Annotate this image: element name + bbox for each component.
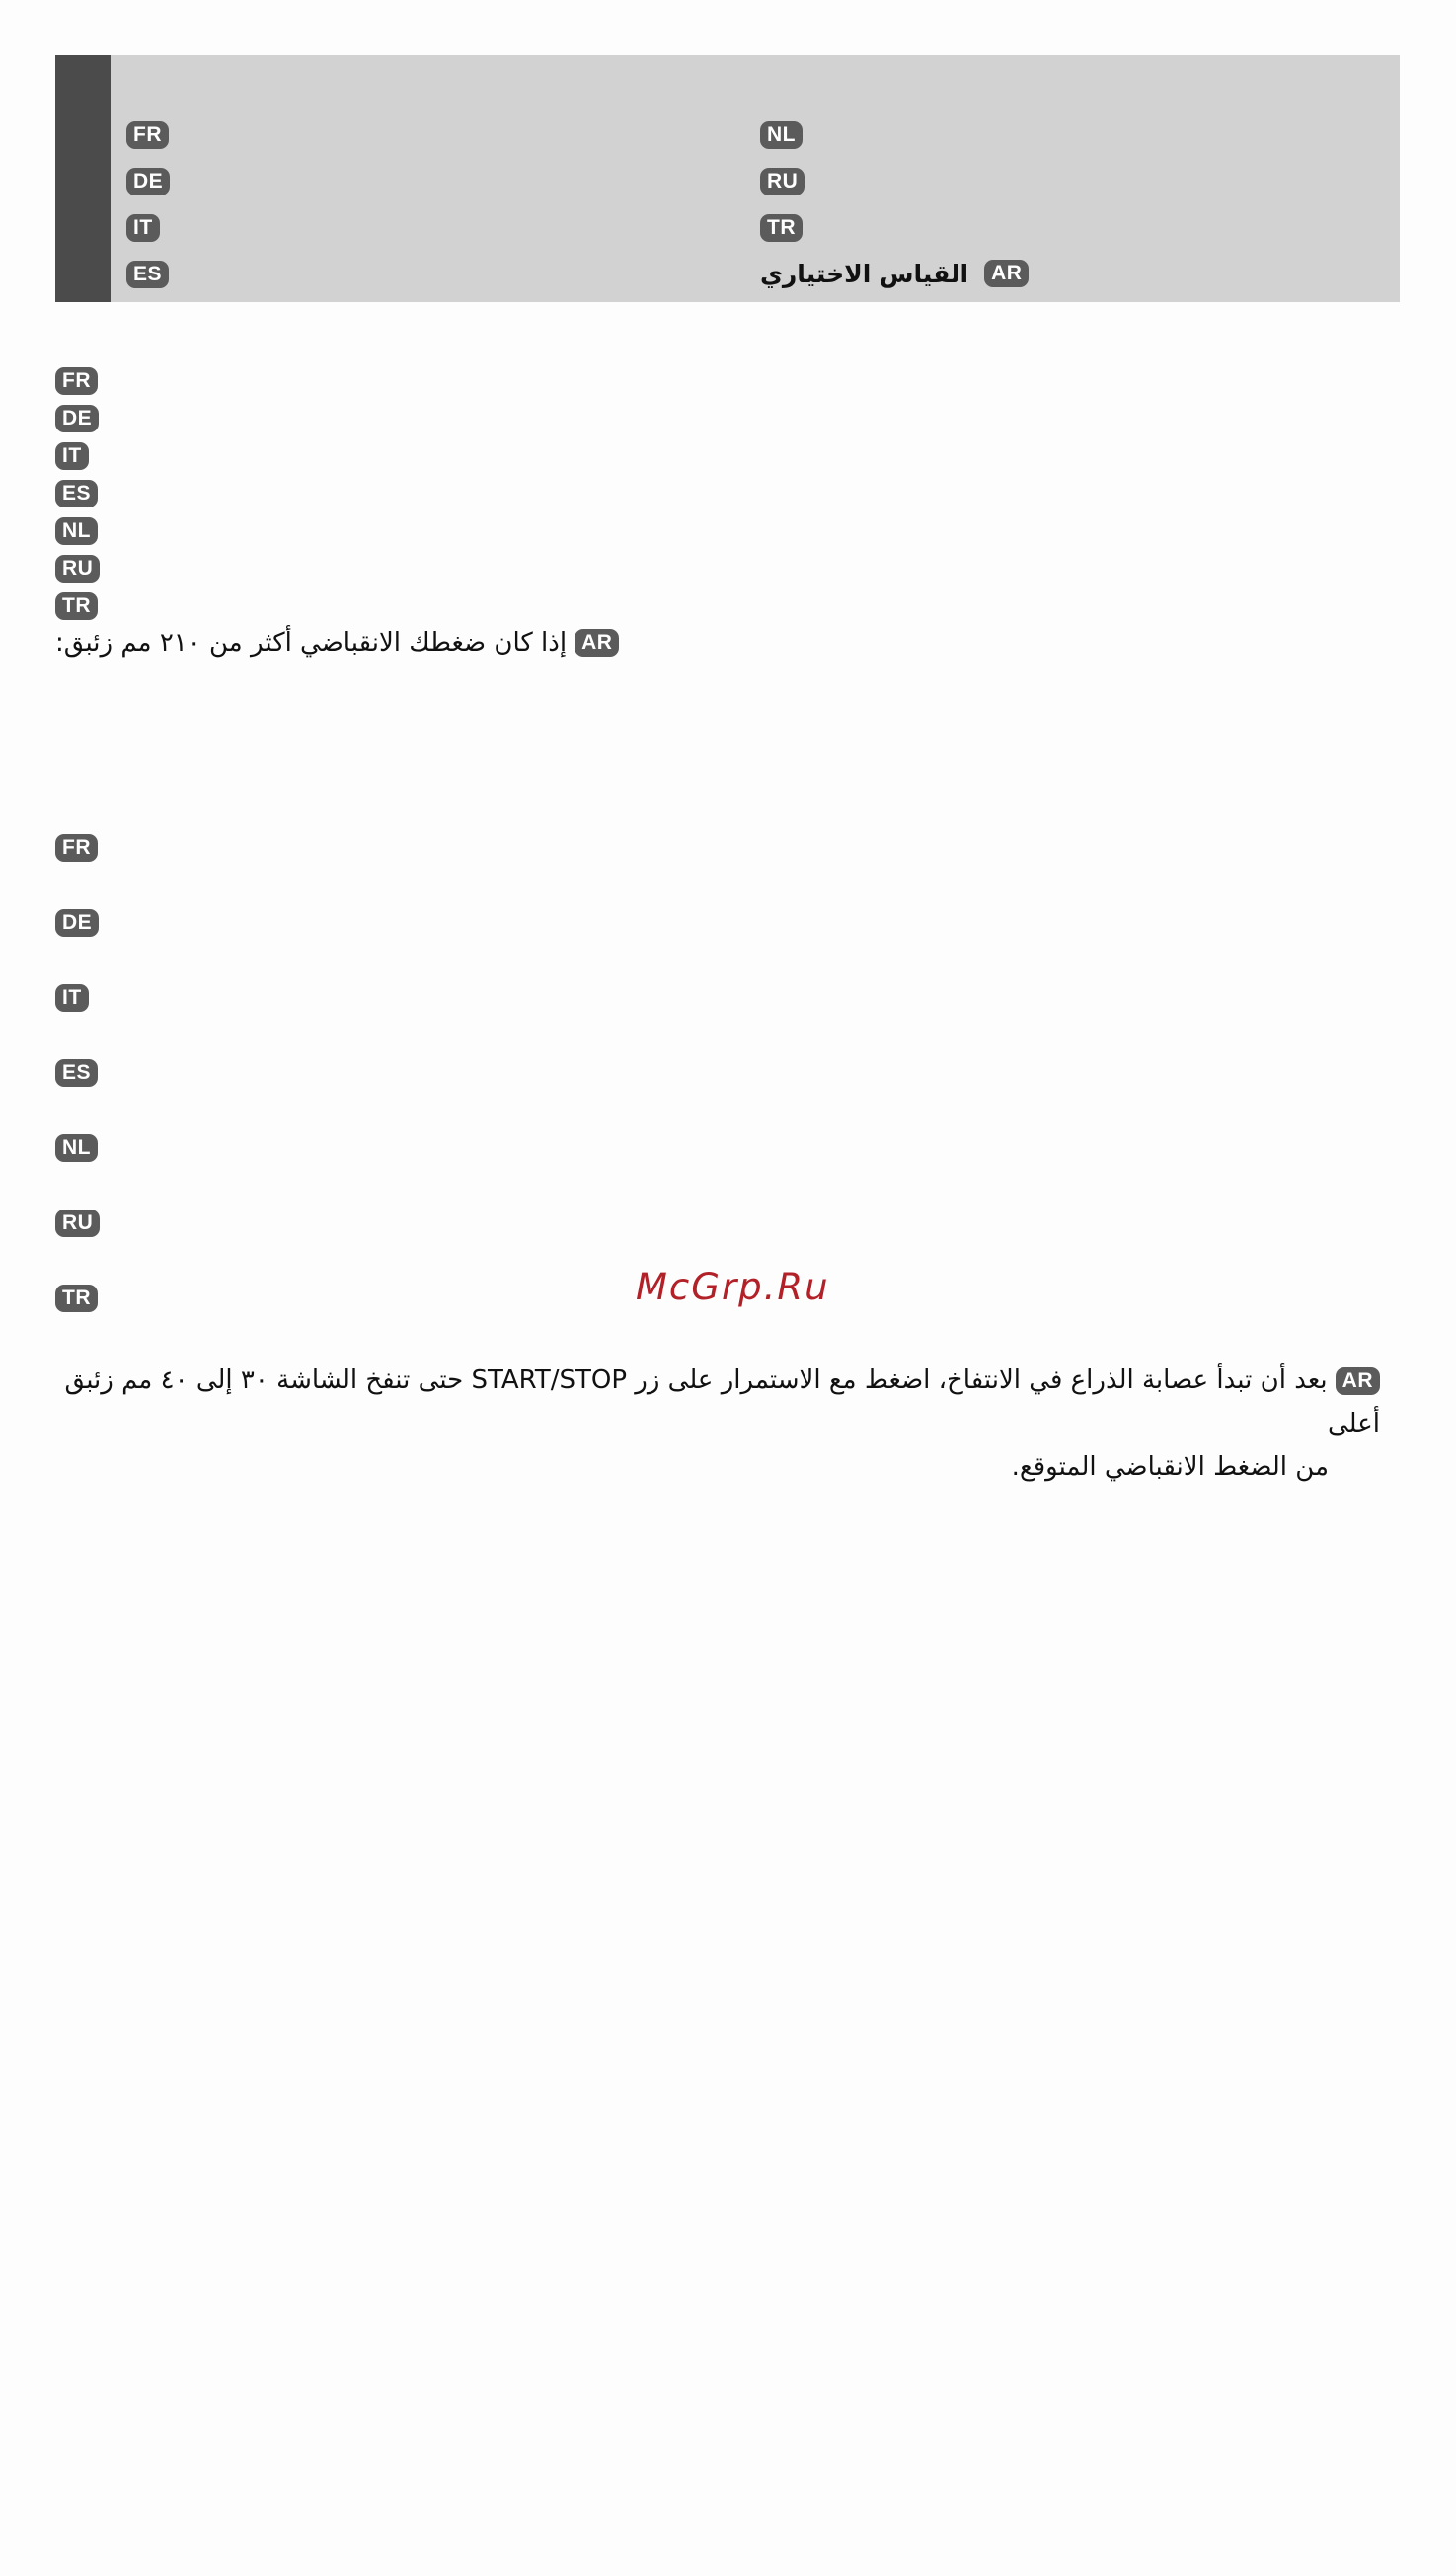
section1-row-de: DE	[55, 405, 99, 432]
header-side-strip	[55, 55, 111, 302]
section1-row-ar: AR إذا كان ضغطك الانقباضي أكثر من ٢١٠ مم زئبق:	[55, 628, 619, 658]
section2-row-ru: RU	[55, 1210, 100, 1237]
header-lang-it: IT	[126, 213, 160, 243]
section2-row-es: ES	[55, 1059, 98, 1087]
section2-row-fr: FR	[55, 834, 98, 862]
section1-row-ru: RU	[55, 555, 100, 583]
header-lang-fr: FR	[126, 120, 169, 150]
section1-row-fr: FR	[55, 367, 98, 395]
section1-row-tr: TR	[55, 592, 98, 620]
header-lang-tr: TR	[760, 213, 803, 243]
section1-row-nl: NL	[55, 517, 98, 545]
section2-row-nl: NL	[55, 1134, 98, 1162]
section1-row-es: ES	[55, 480, 98, 507]
header-lang-de: DE	[126, 167, 170, 196]
section2-row-tr: TR	[55, 1285, 98, 1312]
watermark: McGrp.Ru	[636, 1266, 830, 1308]
section1-ar-text: إذا كان ضغطك الانقباضي أكثر من ٢١٠ مم زئبق:	[55, 628, 568, 658]
section2-ar-line2: من الضغط الانقباضي المتوقع.	[1011, 1452, 1329, 1482]
header-lang-nl: NL	[760, 120, 803, 150]
section2-row-de: DE	[55, 909, 99, 937]
header-panel	[55, 55, 1400, 302]
header-lang-ar: AR القياس الاختياري	[760, 259, 1029, 288]
section2-row-it: IT	[55, 984, 89, 1012]
header-lang-es: ES	[126, 260, 169, 289]
section1-row-it: IT	[55, 442, 89, 470]
section2-ar-paragraph: ARبعد أن تبدأ عصابة الذراع في الانتفاخ، اضغط مع الاستمرار على زر START/STOP حتى تنفخ الشاشة ٣٠ إلى ٤٠ مم زئبق أعلى من الضغط الانقباضي المتوقع.	[55, 1359, 1380, 1489]
header-lang-ru: RU	[760, 167, 805, 196]
header-ar-title: القياس الاختياري	[760, 259, 969, 288]
section2-ar-line1: بعد أن تبدأ عصابة الذراع في الانتفاخ، اضغط مع الاستمرار على زر START/STOP حتى تنفخ الشاشة ٣٠ إلى ٤٠ مم زئبق أعلى	[64, 1366, 1380, 1439]
